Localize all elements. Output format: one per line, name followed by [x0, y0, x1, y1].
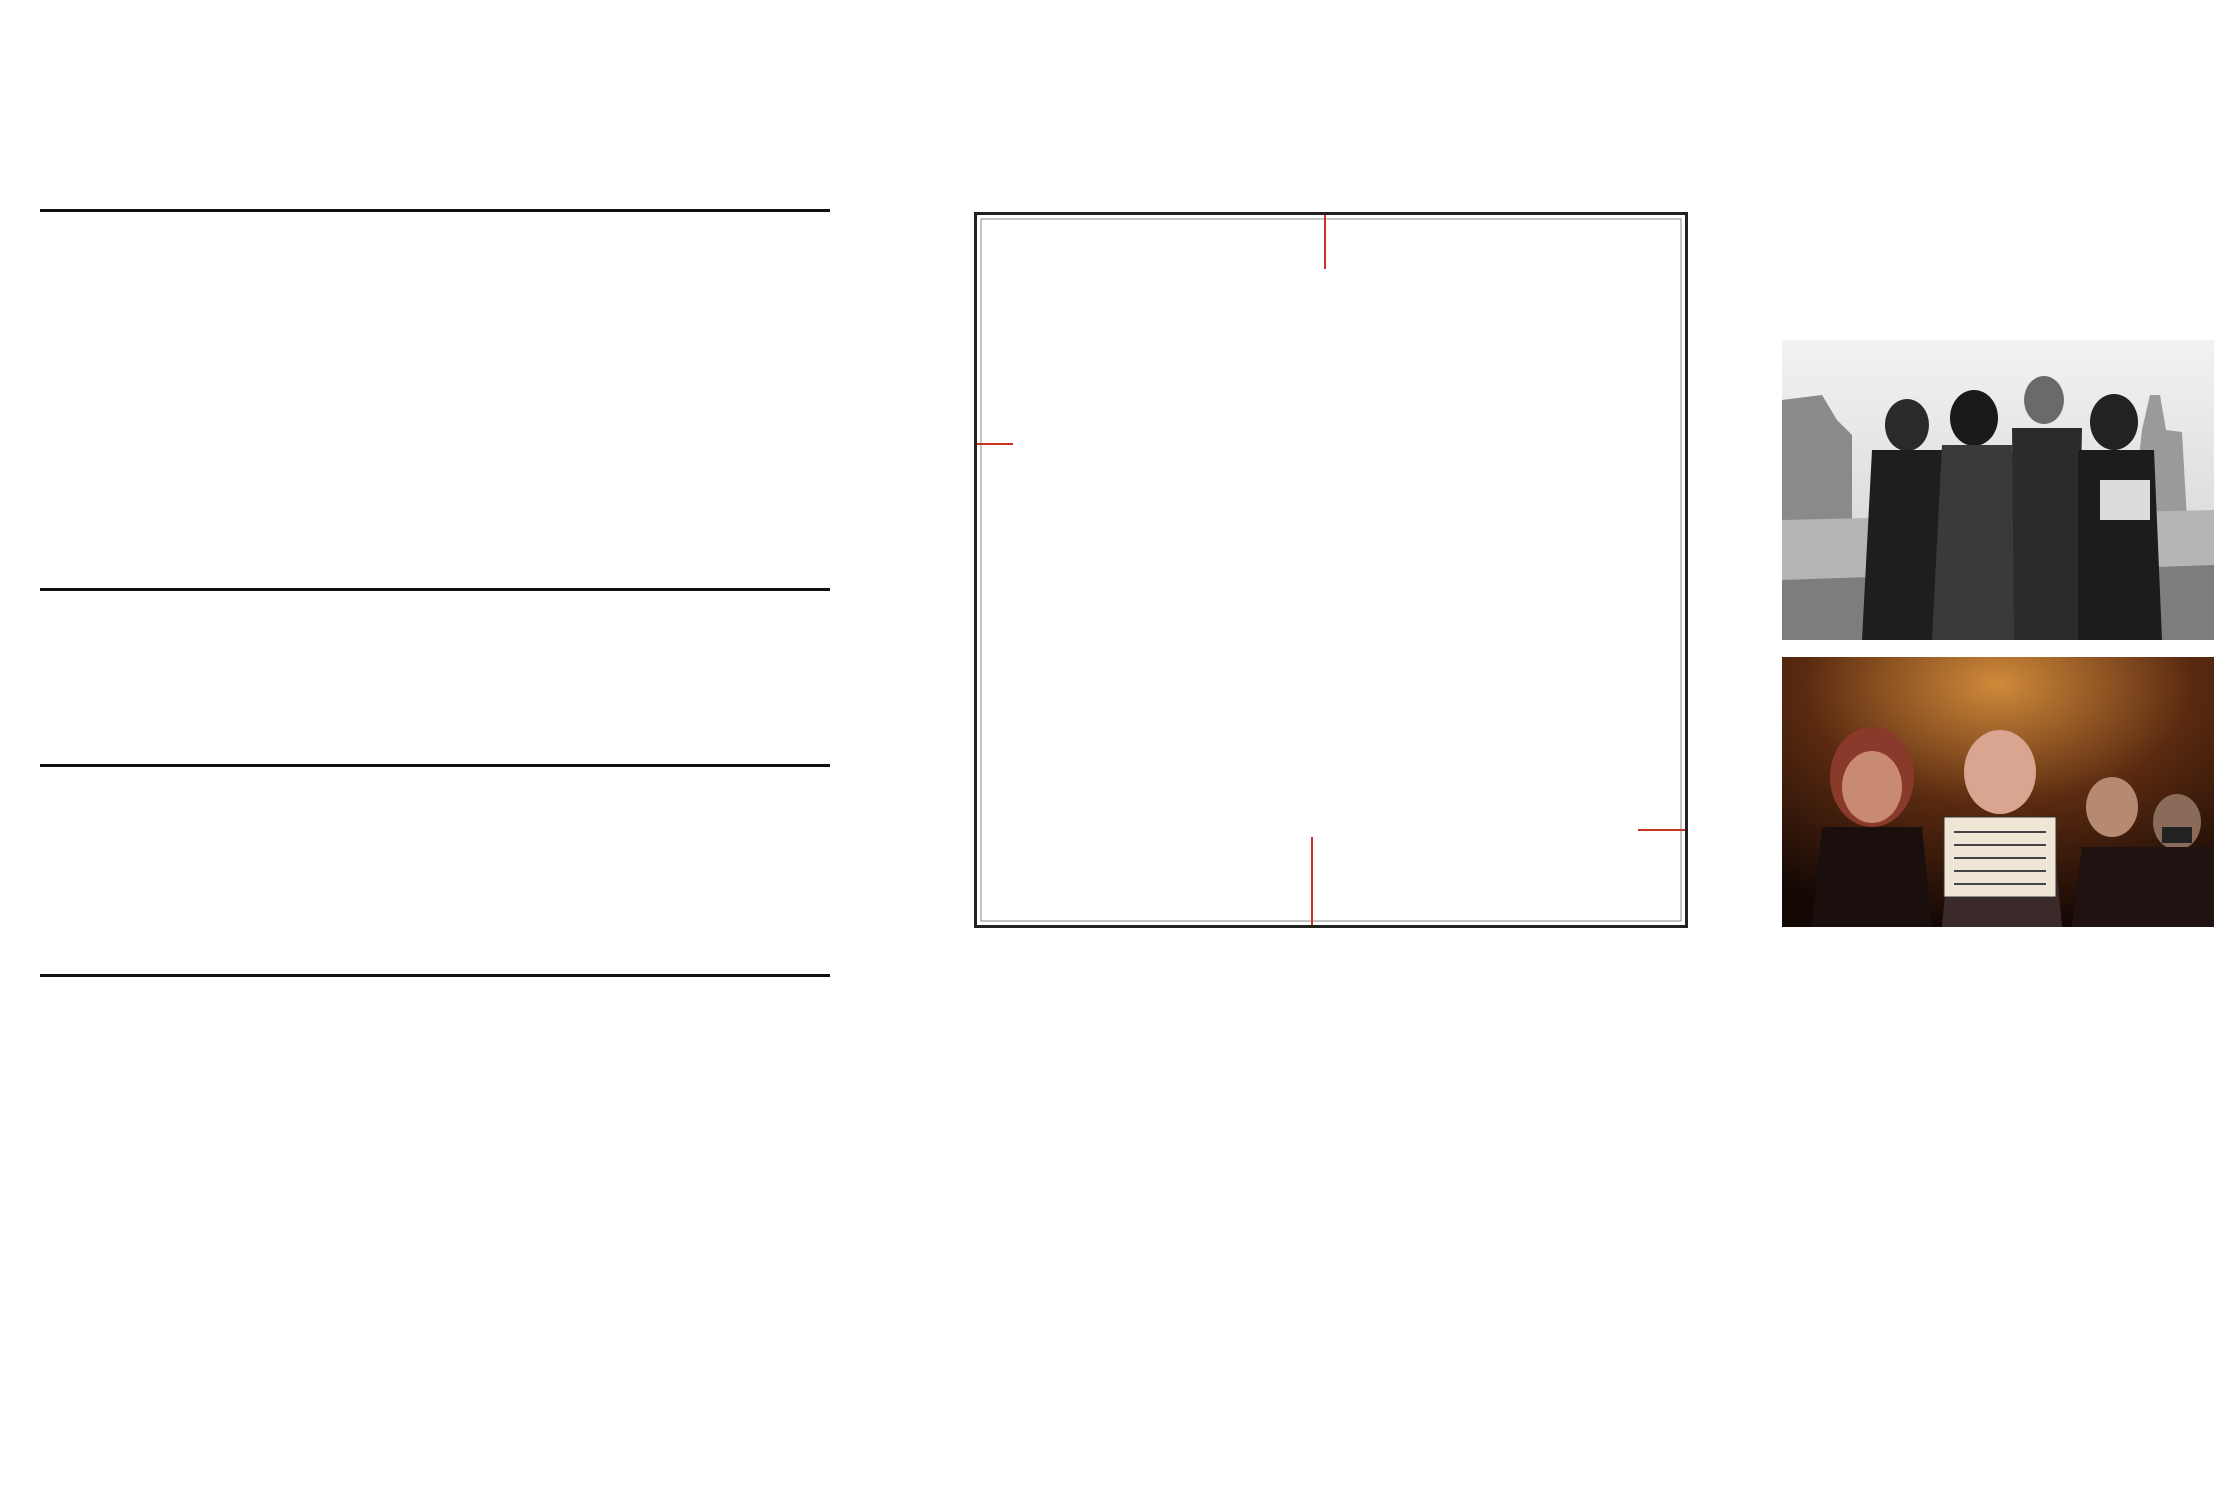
- page-grid-diagram: [974, 212, 1688, 928]
- top-margin-marker: [1324, 215, 1326, 269]
- band-photo: [1782, 340, 2214, 640]
- divider: [40, 764, 830, 767]
- outside-margin-marker: [1638, 829, 1685, 831]
- fans-photo: [1782, 657, 2214, 927]
- folio-numbers: [150, 151, 198, 169]
- divider: [40, 209, 830, 212]
- bottom-margin-marker: [1311, 837, 1313, 925]
- divider: [40, 588, 830, 591]
- divider: [40, 974, 830, 977]
- grid-lines: [977, 215, 1685, 925]
- inside-margin-marker: [977, 443, 1013, 445]
